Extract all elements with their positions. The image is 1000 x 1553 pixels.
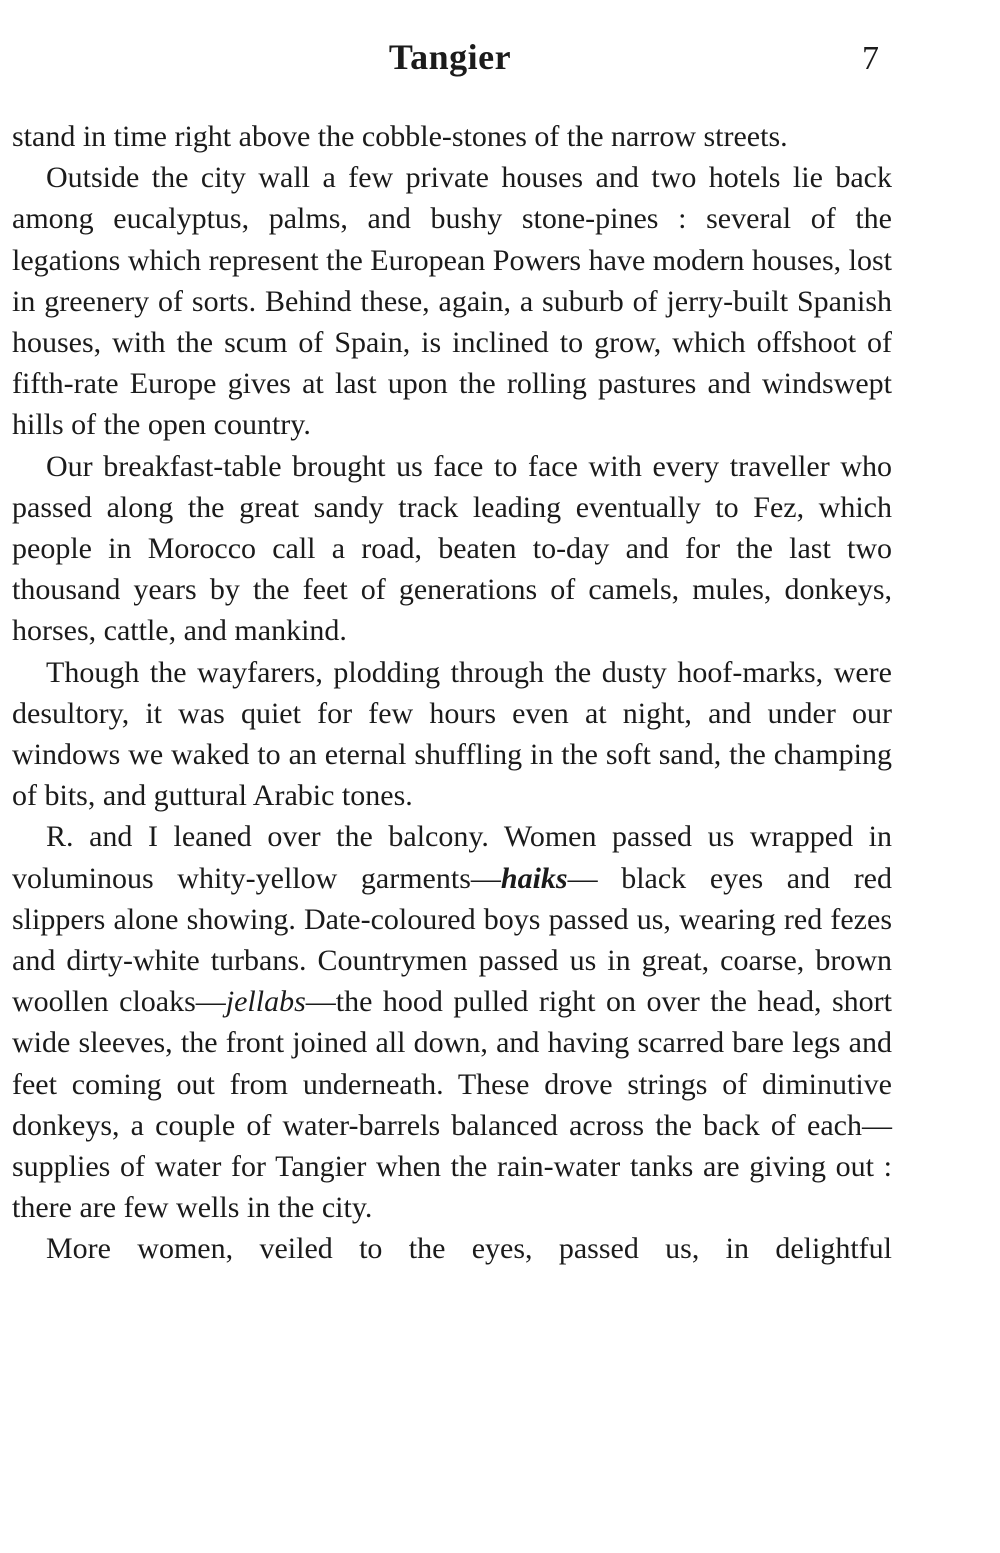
paragraph-outside-city-wall: Outside the city wall a few private houses and two hotels lie back among eucalyptus, palms, and bushy stone-pines : several of the legations which represent the European Powers have modern houses, lost in greenery of sorts. Behind these, again, a suburb of jerry-built Spanish houses, with the scum of Spain, is inclined to grow, which offshoot of fifth-rate Europe gives at last upon the rolling pastures and windswept hills of the open country. [12, 161, 892, 442]
balcony-text-part3: —the hood pulled right on over the head, short wide sleeves, the front joined all down, and having scarred bare legs and feet coming out from underneath. These drove strings of diminutive donkeys, a couple of water-barrels balanced across the back of each—supplies of water for Tangier when the rain-water tanks are giving out : there are few wells in the city. [12, 985, 892, 1225]
balcony-text-part1: R. and I leaned over the balcony. Women passed us wrapped in voluminous whity-yellow garments— [12, 820, 892, 895]
body-text [12, 116, 892, 1270]
paragraph-balcony [12, 816, 892, 1228]
paragraph-more-women: More women, veiled to the eyes, passed us, in delightful [46, 1232, 892, 1266]
running-title: Tangier [388, 37, 512, 77]
page-header [0, 36, 1000, 86]
paragraph-wayfarers: Though the wayfarers, plodding through the dusty hoof-marks, were desultory, it was quiet for few hours even at night, and under our windows we waked to an eternal shuffling in the soft sand, the champing of bits, and guttural Arabic tones. [12, 655, 892, 813]
balcony-text-part2: — black eyes and red slippers alone showing. Date-coloured boys passed us, wearing red fezes and dirty-white turbans. Countrymen passed us in great, coarse, brown woollen cloaks— [12, 861, 892, 1019]
term-jellabs: jellabs [225, 985, 306, 1019]
term-haiks: haiks [500, 861, 568, 895]
paragraph-continued: stand in time right above the cobble-stones of the narrow streets. [12, 120, 788, 153]
paragraph-breakfast-table: Our breakfast-table brought us face to face with every traveller who passed along the great sandy track leading eventually to Fez, which people in Morocco call a road, beaten to-day and for the last two thousand years by the feet of generations of camels, mules, donkeys, horses, cattle, and mankind. [12, 449, 892, 648]
page-number: 7 [862, 40, 879, 77]
